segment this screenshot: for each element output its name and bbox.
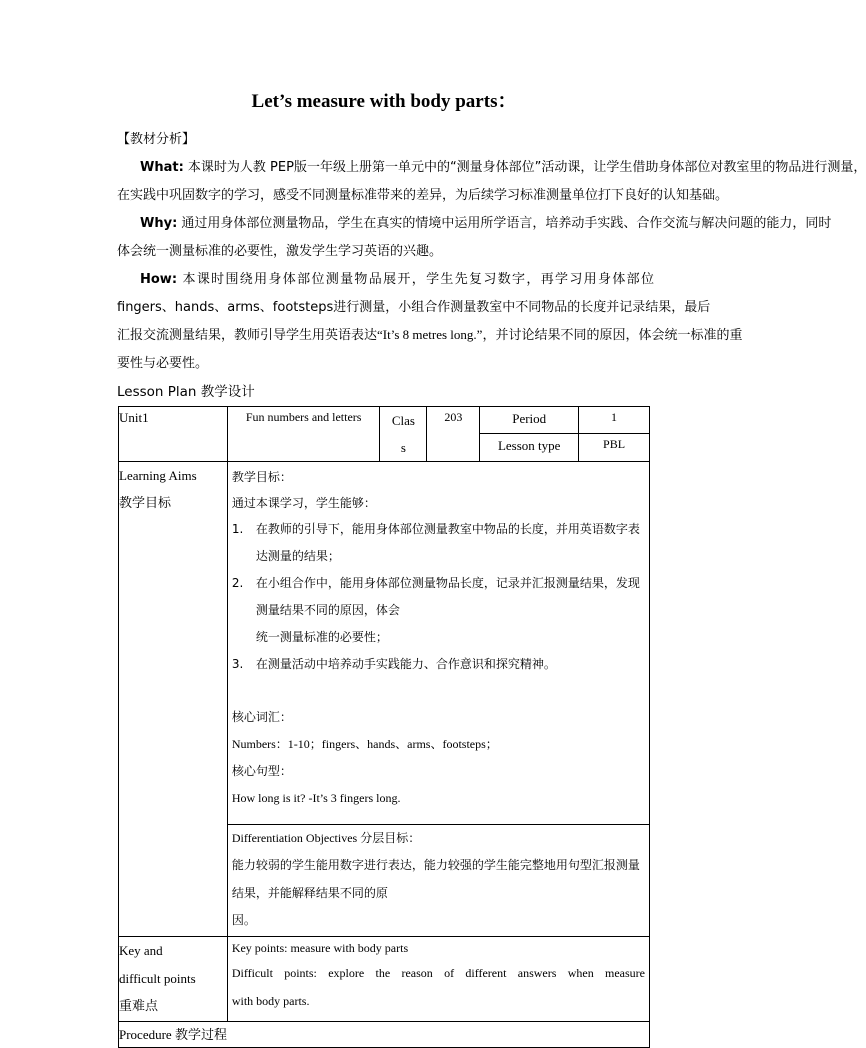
- lesson-type-value: PBL: [603, 437, 626, 451]
- aim-text-line: 统一测量标准的必要性；: [255, 630, 388, 644]
- class-label-line-1: Clas: [391, 413, 415, 428]
- aim-number: 3.: [231, 657, 244, 671]
- how-line-3: [117, 324, 743, 343]
- aims-label-cell: [119, 462, 228, 937]
- aim-number: 1.: [231, 522, 244, 536]
- aims-heading: 教学目标：: [231, 470, 292, 484]
- difficult-points-1: Difficult points: explore the reason of different answers when measure: [231, 966, 645, 980]
- difficult-points-2: with body parts.: [231, 994, 310, 1008]
- how-line-1: [140, 268, 654, 287]
- aims-spacer: [232, 678, 645, 704]
- lesson-type-value-cell: [579, 434, 650, 462]
- aim-item: [232, 570, 645, 651]
- aims-subheading: 通过本课学习，学生能够：: [231, 496, 376, 510]
- analysis-heading: 【教材分析】: [117, 132, 196, 147]
- key-label-cell: [119, 937, 228, 1022]
- why-line-2: 体会统一测量标准的必要性，激发学生学习英语的兴趣。: [117, 244, 443, 259]
- procedure-cell: [119, 1022, 650, 1048]
- vocab-heading: 核心词汇：: [231, 710, 292, 724]
- why-text-1: 通过用身体部位测量物品，学生在真实的情境中运用所学语言，培养动手实践、合作交流与解决问题的能力，同时: [181, 216, 832, 231]
- what-line-2: 在实践中巩固数字的学习，感受不同测量标准带来的差异，为后续学习标准测量单位打下良好的认知基础。: [117, 188, 729, 203]
- key-label-line-1: Key and: [119, 943, 163, 958]
- unit-title-cell: [227, 407, 380, 462]
- unit-title: Fun numbers and letters: [245, 410, 362, 424]
- what-label: What:: [140, 160, 184, 175]
- differentiation-line-2: 因。: [231, 913, 256, 927]
- aim-text: [256, 651, 645, 678]
- aim-text: [256, 516, 645, 570]
- body-parts-list: fingers、hands、arms、footsteps: [117, 300, 334, 315]
- unit-label: Unit1: [119, 410, 149, 425]
- class-value-cell: [427, 407, 480, 462]
- aim-item: [232, 651, 645, 678]
- aims-content-cell: [227, 462, 649, 825]
- procedure-label: Procedure 教学过程: [119, 1027, 227, 1042]
- how-text-3a: 汇报交流测量结果，教师引导学生用英语表达: [117, 328, 378, 343]
- aim-item: [232, 516, 645, 570]
- why-label: Why:: [140, 216, 178, 231]
- key-label-cn: 重难点: [119, 999, 159, 1014]
- period-value-cell: [579, 407, 650, 434]
- lesson-type-label: Lesson type: [497, 438, 561, 453]
- differentiation-cell: [227, 825, 649, 937]
- lesson-plan-heading: Lesson Plan 教学设计: [117, 384, 255, 400]
- lesson-plan-table: [118, 406, 650, 1048]
- aim-text-line: 在测量活动中培养动手实践能力、合作意识和探究精神。: [255, 657, 556, 671]
- unit-cell: [119, 407, 228, 462]
- aim-text-line: 在教师的引导下，能用身体部位测量教室中物品的长度，并用英语数字表达测量的结果；: [255, 522, 640, 563]
- how-text-1: 本课时围绕用身体部位测量物品展开，学生先复习数字，再学习用身体部位: [182, 272, 654, 287]
- sentence-text: How long is it? -It’s 3 fingers long.: [231, 791, 401, 805]
- aim-text: [256, 570, 645, 651]
- vocab-text: Numbers：1-10；fingers、hands、arms、footsteps；: [231, 737, 498, 751]
- how-text-3b: ，并讨论结果不同的原因，体会统一标准的重: [482, 328, 743, 343]
- period-label-cell: [480, 407, 579, 434]
- lesson-type-label-cell: [480, 434, 579, 462]
- key-label-line-2: difficult points: [119, 971, 196, 986]
- what-line-1: [140, 156, 866, 175]
- class-label-cell: [380, 407, 427, 462]
- aim-text-line: 在小组合作中，能用身体部位测量物品长度，记录并汇报测量结果，发现测量结果不同的原因，体会: [255, 576, 640, 617]
- differentiation-label: Differentiation Objectives 分层目标：: [231, 831, 421, 845]
- class-label-line-2: s: [400, 440, 406, 455]
- how-line-4: 要性与必要性。: [117, 356, 209, 371]
- period-label: Period: [512, 411, 547, 426]
- differentiation-line-1: 能力较弱的学生能用数字进行表达，能力较强的学生能完整地用句型汇报测量结果，并能解释结果不同的原: [231, 858, 640, 900]
- sentence-heading: 核心句型：: [231, 764, 292, 778]
- aims-list: [232, 516, 645, 678]
- example-sentence: “It’s 8 metres long.”: [377, 327, 483, 342]
- why-line-1: [140, 212, 832, 231]
- key-points: Key points: measure with body parts: [231, 941, 409, 955]
- document-title: Let’s measure with body parts：: [251, 91, 517, 112]
- how-text-2: 进行测量，小组合作测量教室中不同物品的长度并记录结果，最后: [333, 300, 711, 315]
- key-points-cell: [227, 937, 649, 1022]
- aim-number: 2.: [231, 576, 244, 590]
- period-value: 1: [611, 410, 618, 424]
- how-line-2: [117, 296, 711, 315]
- how-label: How:: [140, 272, 178, 287]
- aims-label-cn: 教学目标: [119, 496, 172, 511]
- aims-label: Learning Aims: [119, 468, 197, 483]
- class-value: 203: [444, 410, 463, 424]
- what-text-1: 本课时为人教 PEP版一年级上册第一单元中的“测量身体部位”活动课，让学生借助身体部位对教室里的物品进行测量，: [187, 160, 866, 175]
